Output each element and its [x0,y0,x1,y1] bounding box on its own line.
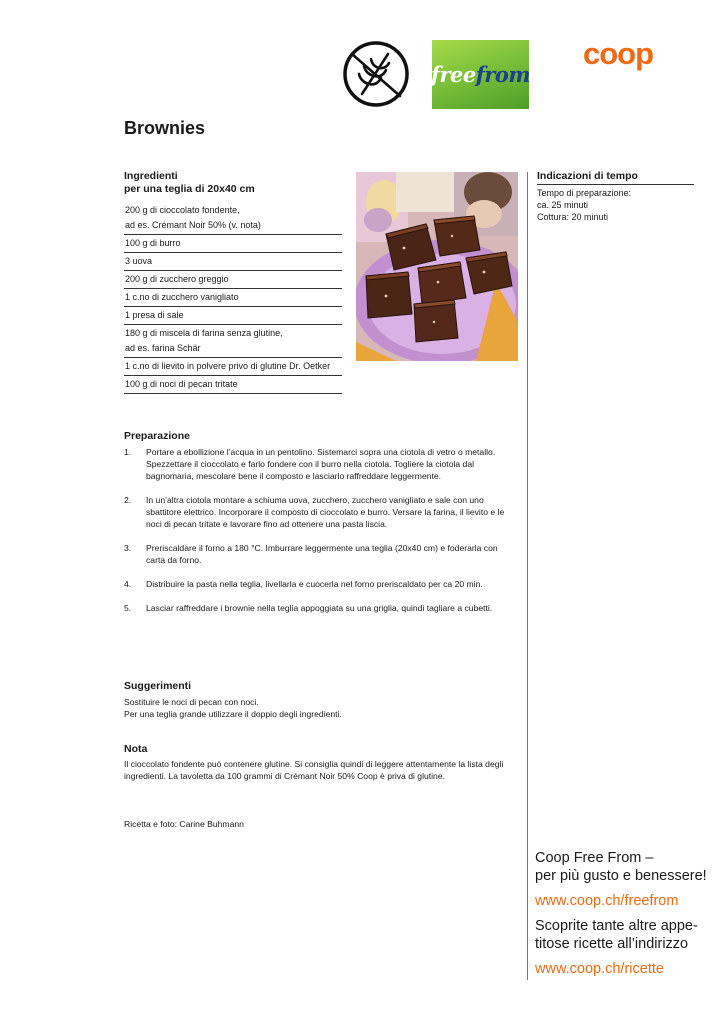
ingredient-item: 200 g di zucchero greggio [124,271,342,289]
time-line: Tempo di preparazione: [537,188,632,198]
ingredients-heading-line1: Ingredienti [124,170,178,182]
promo-panel [535,849,715,978]
freefrom-logo [432,40,529,109]
freefrom-logo-from: from [475,62,531,87]
suggestion-line: Per una teglia grande utilizzare il doppio degli ingredienti. [124,709,342,719]
step-number: 3. [124,543,132,553]
freefrom-logo-free: free [430,62,476,87]
suggestion-line: Sostituire le noci di pecan con noci. [124,697,259,707]
time-heading: Indicazioni di tempo [537,170,694,185]
promo-line: titose ricette all’indirizzo [535,936,689,952]
note-heading: Nota [124,743,148,755]
time-line: ca. 25 minuti [537,200,589,210]
preparation-step [124,602,514,614]
promo-line: Scoprite tante altre appe- [535,918,698,934]
preparation-heading: Preparazione [124,430,190,442]
promo-line: Coop Free From – [535,850,654,866]
step-text: In un’altra ciotola montare a schiuma uova, zucchero, zucchero vanigliato e sale con uno sbattitore elettrico. Incorporare il composto di cioccolato e burro. Versare la farina, il lievito e le noci di pecan tritate e lavorare fino ad ottenere una pasta liscia. [146,495,505,529]
ingredient-item: 100 g di burro [124,235,342,253]
preparation-step [124,542,514,566]
step-number: 4. [124,579,132,589]
ingredient-item: 1 c.no di lievito in polvere privo di glutine Dr. Oetker [124,358,342,376]
page-title: Brownies [124,118,206,138]
step-text: Preriscaldare il forno a 180 °C. Imburrare leggermente una teglia (20x40 cm) e foderarla con carta da forno. [146,543,498,565]
step-number: 5. [124,603,132,613]
preparation-step [124,494,514,530]
step-number: 2. [124,495,132,505]
preparation-step [124,578,514,590]
suggestions-text [124,696,514,720]
ingredient-item: 180 g di miscela di farina senza glutine, ad es. farina Schär [124,325,342,358]
freefrom-link[interactable]: www.coop.ch/freefrom [535,893,679,909]
step-text: Distribuire la pasta nella teglia, livellarla e cuocerla nel forno preriscaldato per ca 20 min. [146,579,483,589]
ingredient-item: 1 presa di sale [124,307,342,325]
note-text: Il cioccolato fondente può contenere glutine. Si consiglia quindi di leggere attentamente la lista degli ingredienti. La tavoletta da 100 grammi di Crémant Noir 50% Coop è priva di glutine. [124,759,504,781]
preparation-steps [124,446,514,626]
promo-line: per più gusto e benessere! [535,868,707,884]
step-number: 1. [124,447,132,457]
coop-logo: coop [583,36,654,71]
column-divider [527,172,528,980]
ingredients-heading-line2: per una teglia di 20x40 cm [124,183,255,195]
time-line: Cottura: 20 minuti [537,212,609,222]
time-info [537,170,694,223]
ingredient-item: 1 c.no di zucchero vanigliato [124,289,342,307]
brownies-photo [356,172,518,361]
recipes-link[interactable]: www.coop.ch/ricette [535,961,664,977]
ingredient-item: 3 uova [124,253,342,271]
step-text: Portare a ebollizione l’acqua in un pentolino. Sistemarci sopra una ciotola di vetro o metallo. Spezzettare il cioccolato e farlo fondere con il burro nella ciotola. Togliere la ciotola dal bagnomaria, mescolare bene il composto e lasciarlo raffreddare leggermente. [146,447,496,481]
ingredient-list [124,203,342,394]
step-text: Lasciar raffreddare i brownie nella teglia appoggiata su una griglia, quindi tagliare a cubetti. [146,603,493,613]
ingredient-item: 100 g di noci di pecan tritate [124,376,342,394]
gluten-free-icon [342,40,410,108]
ingredients-heading [124,170,344,196]
ingredient-item: 200 g di cioccolato fondente, ad es. Crémant Noir 50% (v. nota) [124,203,342,235]
preparation-step [124,446,514,482]
suggestions-heading: Suggerimenti [124,680,192,692]
photo-credit: Ricetta e foto: Carine Buhmann [124,819,244,829]
